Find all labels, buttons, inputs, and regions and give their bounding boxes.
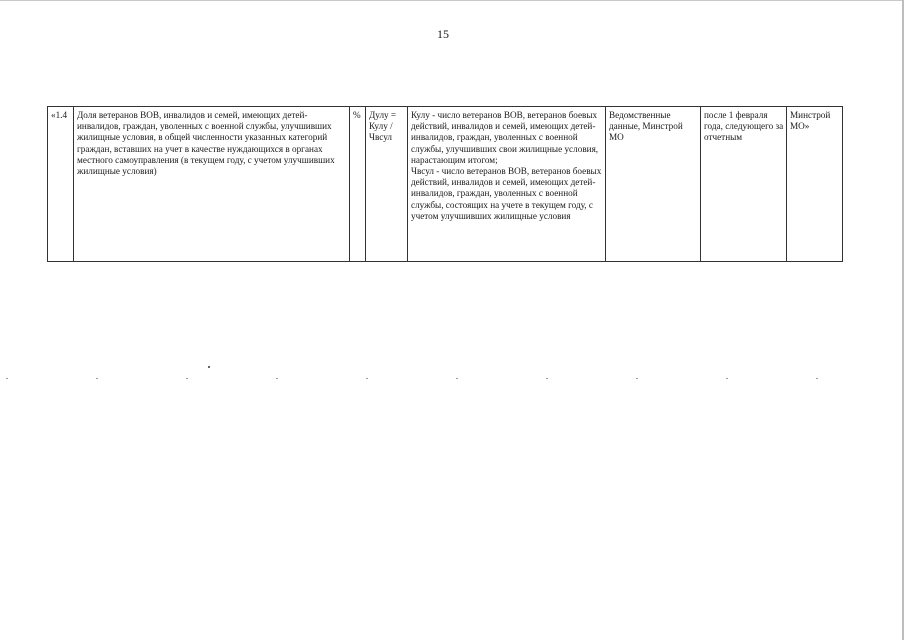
responsible-cell [787, 107, 843, 262]
definitions-cell [408, 107, 606, 262]
reporting-deadline: после 1 февраля года, следующего за отчетным [704, 110, 784, 143]
data-source-cell [606, 107, 701, 262]
formula: Дулу = Кулу / Чвсул [369, 110, 397, 143]
indicator-description-cell [74, 107, 350, 262]
unit: % [353, 110, 361, 120]
responsible-body: Минстрой МО» [790, 110, 831, 132]
indicator-table [47, 106, 843, 262]
stray-dot [208, 366, 210, 368]
dashed-guide-line [6, 378, 846, 379]
unit-cell [350, 107, 366, 262]
data-source: Ведомственные данные, Минстрой МО [609, 110, 683, 143]
formula-definitions: Кулу - число ветеранов ВОВ, ветеранов боевых действий, инвалидов и семей, имеющих детей-инвалидов, граждан, уволенных с военной службы, улучшивших свои жилищные условия, нарастающим итогом; Чвсул - число ветеранов ВОВ, ветеранов боевых действий, инвалидов и семей, имеющих детей-инвалидов, граждан, уволенных с военной службы, состоящих на учете в текущем году, с учетом улучшивших жилищные условия [411, 110, 602, 221]
table-row [48, 107, 843, 262]
row-number-cell [48, 107, 74, 262]
formula-cell [366, 107, 408, 262]
scan-edge-top [0, 0, 904, 1]
indicator-description: Доля ветеранов ВОВ, инвалидов и семей, имеющих детей-инвалидов, граждан, уволенных с военной службы, улучшивших жилищные условия, в общей численности указанных категорий граждан, вставших на учет в качестве нуждающихся в органах местного самоуправления (в текущем году, с учетом улучшивших жилищные условия) [77, 110, 335, 177]
page-number: 15 [437, 27, 449, 41]
deadline-cell [701, 107, 787, 262]
row-number: «1.4 [51, 110, 68, 120]
